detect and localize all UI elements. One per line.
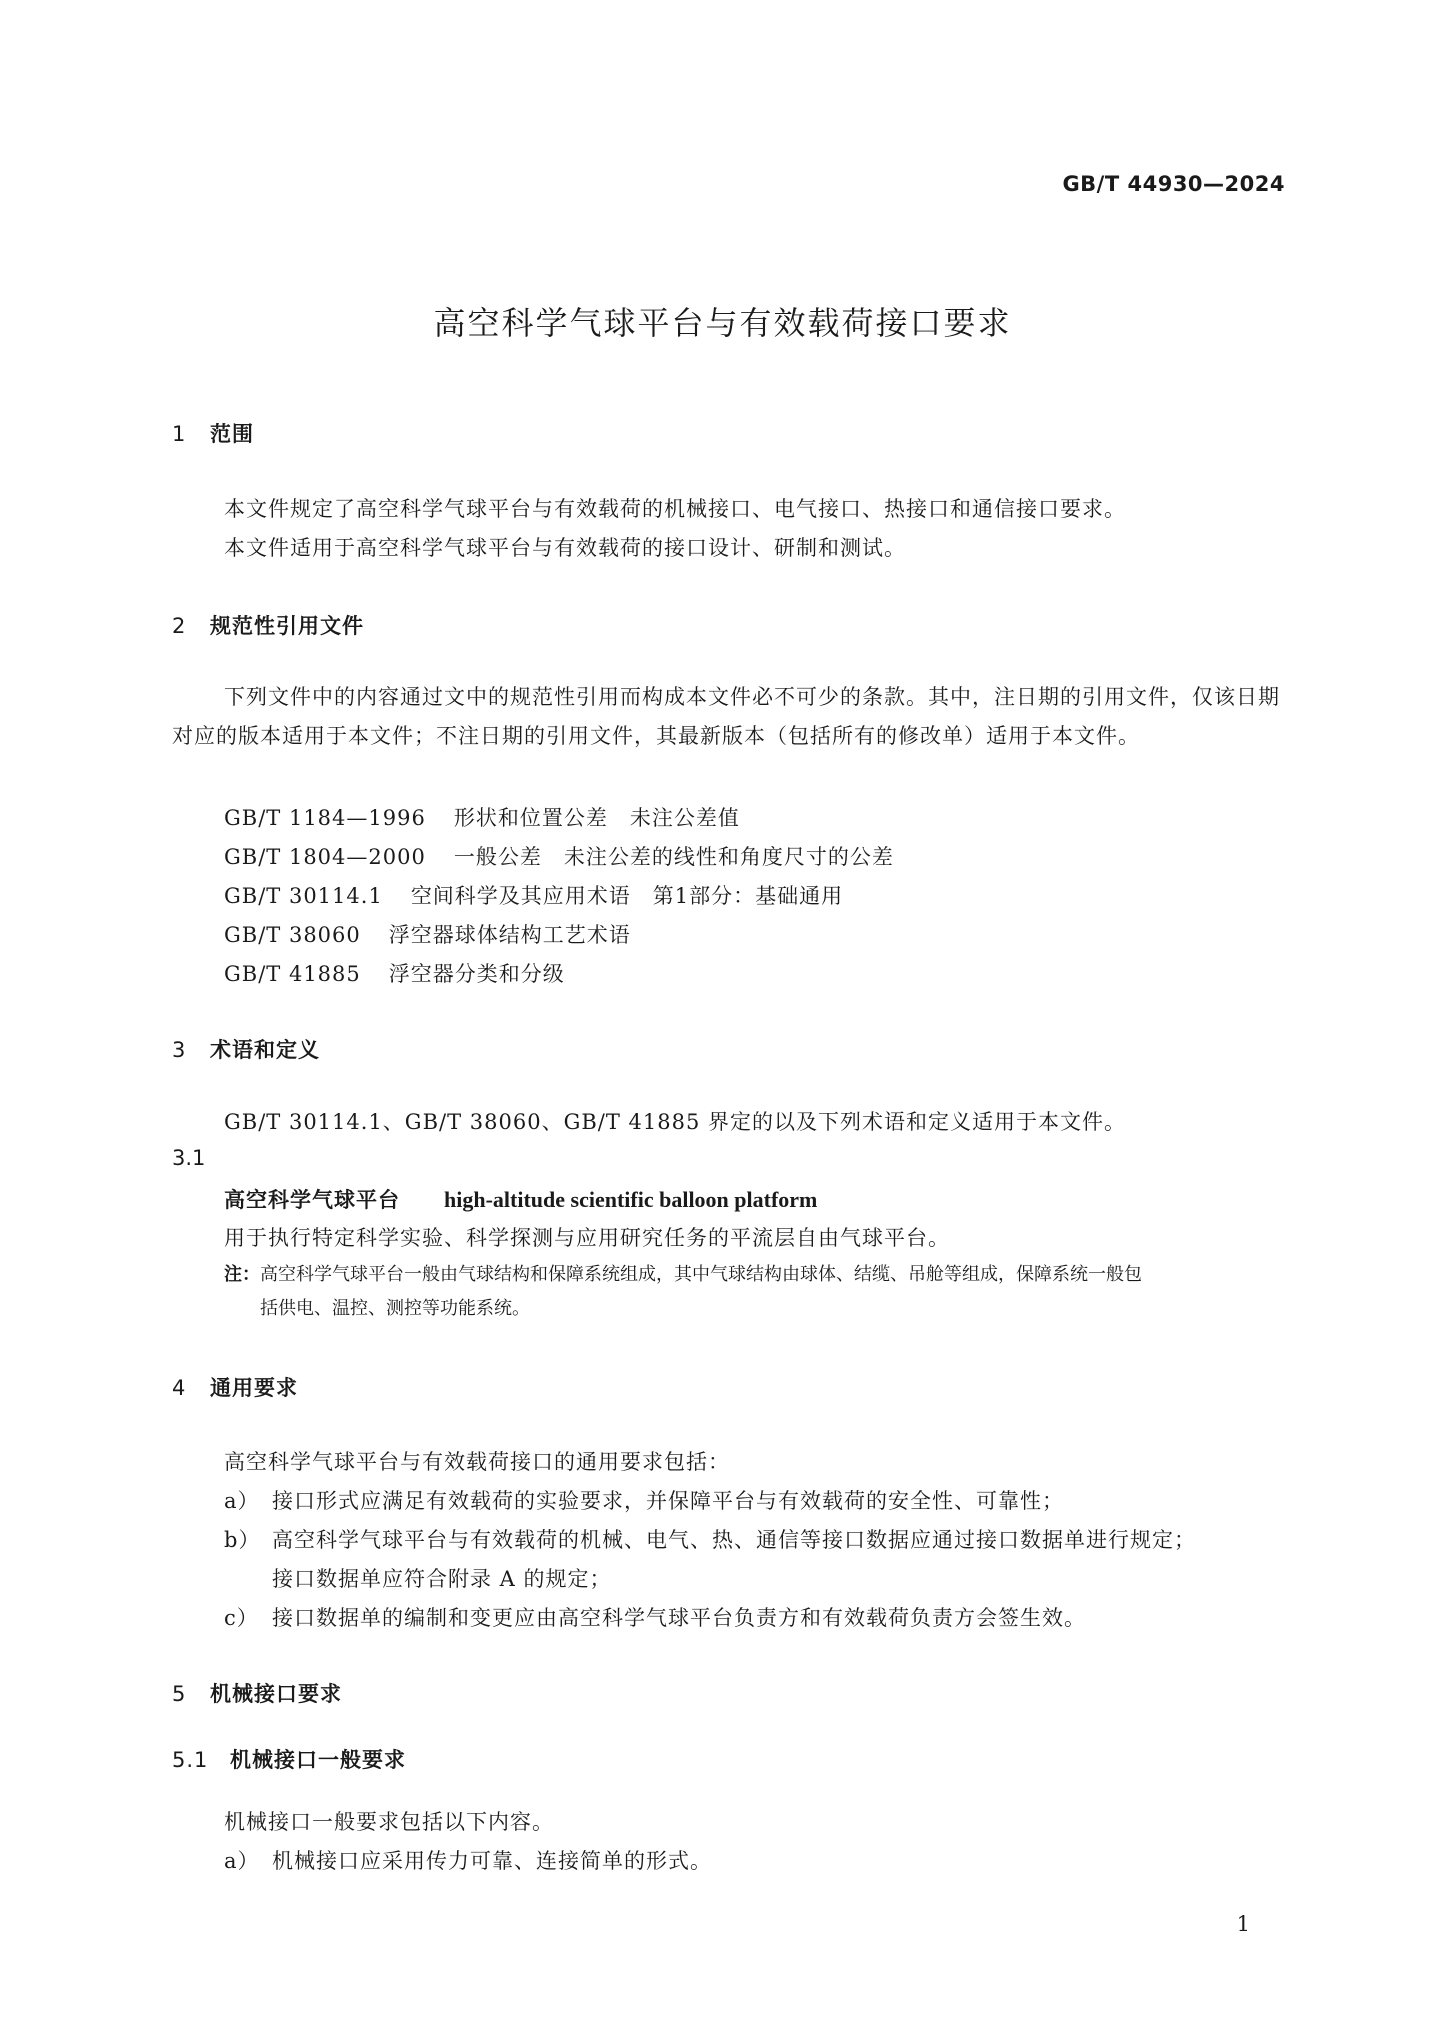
section-heading-4: 4 通用要求 [172, 1376, 298, 1400]
section-heading-3: 3 术语和定义 [172, 1038, 320, 1062]
term-en: high-altitude scientific balloon platform [444, 1187, 818, 1212]
section-heading-1: 1 范围 [172, 422, 254, 446]
term-zh: 高空科学气球平台 [224, 1188, 400, 1212]
paragraph: 下列文件中的内容通过文中的规范性引用而构成本文件必不可少的条款。其中，注日期的引用文件，仅该日期对应的版本适用于本文件；不注日期的引用文件，其最新版本（包括所有的修改单）适用于本文件。 [172, 685, 1280, 748]
paragraph: 机械接口一般要求包括以下内容。 [224, 1810, 554, 1834]
paragraph: 高空科学气球平台与有效载荷接口的通用要求包括： [224, 1450, 730, 1474]
note-label: 注： [224, 1264, 260, 1285]
reference-item: GB/T 1184—1996 形状和位置公差 未注公差值 [224, 806, 740, 830]
document-title: 高空科学气球平台与有效载荷接口要求 [433, 304, 1012, 342]
section-heading-2: 2 规范性引用文件 [172, 614, 364, 638]
note [224, 1258, 1284, 1326]
list-item: a） 接口形式应满足有效载荷的实验要求，并保障平台与有效载荷的安全性、可靠性； [224, 1489, 1064, 1513]
paragraph: 本文件规定了高空科学气球平台与有效载荷的机械接口、电气接口、热接口和通信接口要求。 [224, 497, 1126, 521]
note-line: 括供电、温控、测控等功能系统。 [260, 1298, 530, 1319]
term-number: 3.1 [172, 1146, 206, 1170]
list-item-continuation: 接口数据单应符合附录 A 的规定； [272, 1567, 612, 1591]
reference-item: GB/T 38060 浮空器球体结构工艺术语 [224, 923, 631, 947]
standard-number: GB/T 44930—2024 [1062, 172, 1285, 196]
list-item: c） 接口数据单的编制和变更应由高空科学气球平台负责方和有效载荷负责方会签生效。 [224, 1606, 1086, 1630]
reference-item: GB/T 1804—2000 一般公差 未注公差的线性和角度尺寸的公差 [224, 845, 894, 869]
term-entry [224, 1184, 817, 1214]
term-definition: 用于执行特定科学实验、科学探测与应用研究任务的平流层自由气球平台。 [224, 1226, 950, 1250]
reference-item: GB/T 41885 浮空器分类和分级 [224, 962, 565, 986]
paragraph: 本文件适用于高空科学气球平台与有效载荷的接口设计、研制和测试。 [224, 536, 906, 560]
subsection-heading-5-1: 5.1 机械接口一般要求 [172, 1748, 406, 1772]
list-item: a） 机械接口应采用传力可靠、连接简单的形式。 [224, 1849, 712, 1873]
note-line: 高空科学气球平台一般由气球结构和保障系统组成，其中气球结构由球体、结缆、吊舱等组成，保障系统一般包 [260, 1264, 1142, 1285]
list-item: b） 高空科学气球平台与有效载荷的机械、电气、热、通信等接口数据应通过接口数据单进行规定； [224, 1528, 1196, 1552]
reference-item: GB/T 30114.1 空间科学及其应用术语 第1部分：基础通用 [224, 884, 844, 908]
paragraph: GB/T 30114.1、GB/T 38060、GB/T 41885 界定的以及下列术语和定义适用于本文件。 [224, 1110, 1127, 1134]
section-heading-5: 5 机械接口要求 [172, 1682, 342, 1706]
page-number: 1 [1236, 1912, 1250, 1936]
